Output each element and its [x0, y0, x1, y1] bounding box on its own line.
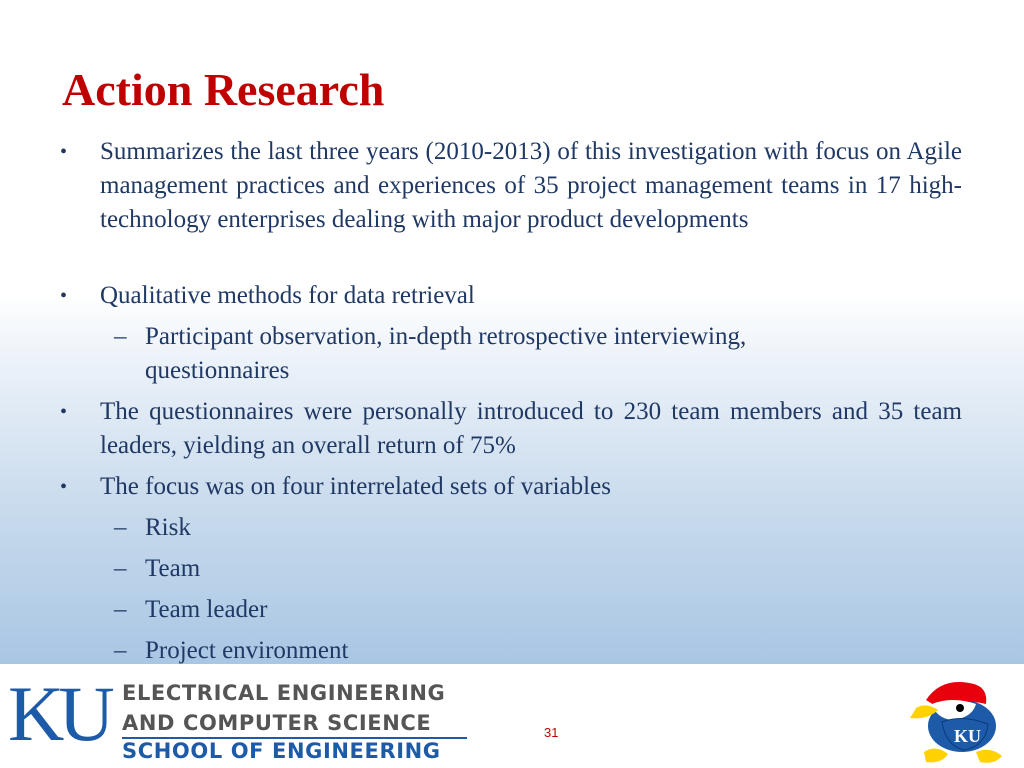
dept-line-electrical-engineering: ELECTRICAL ENGINEERING	[122, 681, 446, 705]
jayhawk-mascot-icon	[902, 670, 1014, 766]
bullet-questionnaires: The questionnaires were personally introduced to 230 team members and 35 team leaders, yielding an overall return of 75%	[100, 398, 962, 459]
dash-marker: –	[114, 323, 127, 350]
bullet-marker: •	[60, 285, 68, 307]
dash-marker: –	[114, 637, 127, 664]
sub-bullet-team-leader: Team leader	[145, 596, 268, 623]
ku-logo	[8, 678, 116, 754]
bullet-qualitative-methods: Qualitative methods for data retrieval	[100, 282, 475, 309]
ku-logo-text: KU	[8, 678, 109, 754]
dept-line-school-of-engineering: SCHOOL OF ENGINEERING	[122, 739, 441, 763]
dash-marker: –	[114, 514, 127, 541]
bullet-summary: Summarizes the last three years (2010-2013) of this investigation with focus on Agile management practices and experiences of 35 project management teams in 17 high-technology enterprises dealing with major product developments	[100, 138, 962, 233]
page-number: 31	[544, 725, 559, 740]
bullet-marker: •	[60, 401, 68, 423]
bullet-marker: •	[60, 141, 68, 163]
dept-line-computer-science: AND COMPUTER SCIENCE	[122, 711, 432, 735]
slide-footer	[0, 664, 1024, 768]
sub-bullet-risk: Risk	[145, 514, 191, 541]
sub-bullet-team: Team	[145, 555, 201, 582]
dash-marker: –	[114, 555, 127, 582]
bullet-marker: •	[60, 476, 68, 498]
sub-bullet-project-environment: Project environment	[145, 637, 349, 664]
mascot-badge-text: KU	[954, 726, 981, 746]
bullet-focus-variables: The focus was on four interrelated sets of variables	[100, 473, 611, 500]
dash-marker: –	[114, 596, 127, 623]
sub-bullet-methods: Participant observation, in-depth retrospective interviewing, questionnaires	[145, 323, 747, 384]
slide-title: Action Research	[62, 64, 385, 115]
